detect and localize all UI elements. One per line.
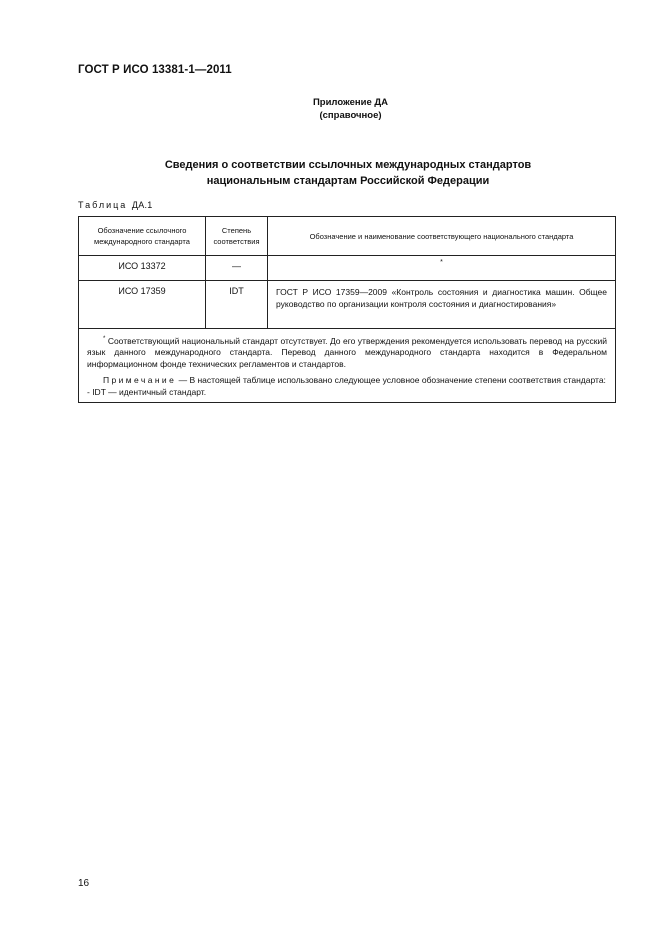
- note: [87, 375, 607, 387]
- table-caption: [78, 200, 153, 210]
- header-col1-line2: международного стандарта: [94, 237, 190, 246]
- table-caption-word: Таблица: [78, 200, 128, 210]
- header-col2-line2: соответствия: [213, 237, 260, 246]
- row1-national: *: [268, 256, 616, 281]
- header-col2-line1: Степень: [221, 226, 252, 235]
- annex-title: Приложение ДА: [312, 97, 389, 108]
- row2-code: ИСО 17359: [79, 281, 206, 329]
- header-col1-line1: Обозначение ссылочного: [97, 226, 187, 235]
- section-title: [0, 157, 661, 189]
- correspondence-table: [78, 216, 616, 403]
- table-notes-row: [79, 329, 616, 403]
- section-title-line1: Сведения о соответствии ссылочных международных стандартов: [164, 159, 532, 171]
- annex-heading: [0, 96, 661, 122]
- footnote-text: Соответствующий национальный стандарт отсутствует. До его утверждения рекомендуется использовать перевод на русский язык данного международного стандарта. Перевод данного международного стандарта находится в Федеральном информационном фонде технических регламентов и стандартов.: [87, 335, 607, 369]
- footnote: [87, 334, 607, 370]
- section-title-line2: национальным стандартам Российской Федерации: [206, 175, 490, 187]
- table-notes: [79, 329, 616, 403]
- header-degree: [206, 217, 268, 256]
- header-national-standard: Обозначение и наименование соответствующего национального стандарта: [268, 217, 616, 256]
- page-number: 16: [78, 878, 90, 889]
- row2-national: ГОСТ Р ИСО 17359—2009 «Контроль состояния и диагностика машин. Общее руководство по организации контроля состояния и диагностирования»: [268, 281, 616, 329]
- row1-code: ИСО 13372: [79, 256, 206, 281]
- note-label: Примечание: [103, 375, 177, 386]
- table-caption-number: ДА.1: [131, 200, 153, 210]
- footnote-mark: *: [103, 336, 106, 342]
- document-code-header: ГОСТ Р ИСО 13381-1—2011: [78, 64, 232, 76]
- table-row: [79, 256, 616, 281]
- annex-kind: (справочное): [319, 110, 382, 121]
- row1-degree: —: [206, 256, 268, 281]
- row2-degree: IDT: [206, 281, 268, 329]
- header-international-standard: [79, 217, 206, 256]
- table-header-row: [79, 217, 616, 256]
- note-item: - IDT — идентичный стандарт.: [87, 386, 207, 397]
- note-text: — В настоящей таблице использовано следующее условное обозначение степени соответствия стандарта:: [178, 375, 606, 386]
- table-row: [79, 281, 616, 329]
